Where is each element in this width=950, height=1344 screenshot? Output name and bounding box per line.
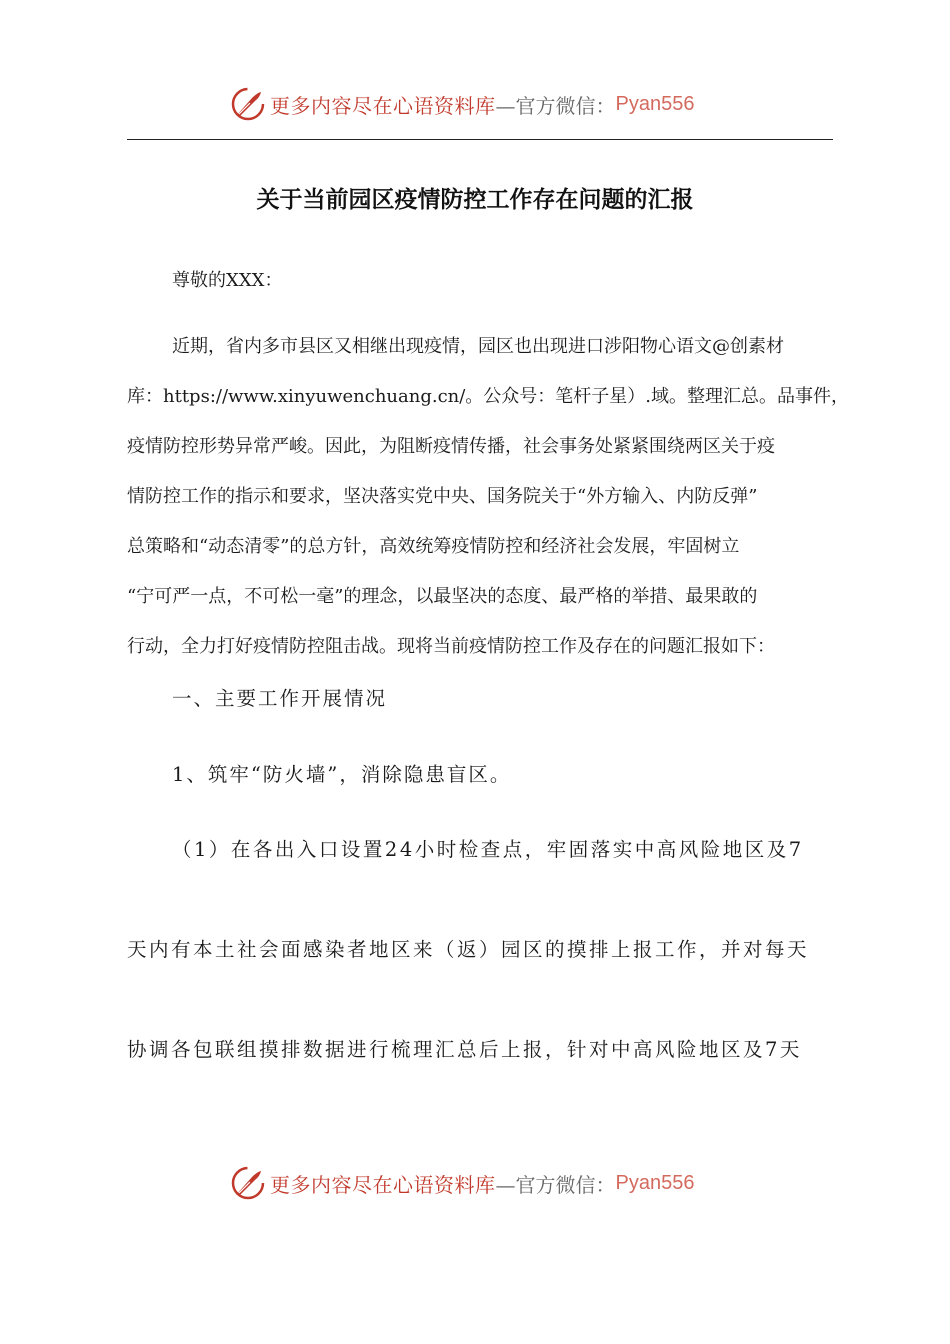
quill-logo-icon bbox=[230, 1165, 266, 1201]
header-brand-text: 更多内容尽在心语资料库 bbox=[270, 93, 496, 118]
detail-line: （1）在各出入口设置24小时检查点，牢固落实中高风险地区及7 bbox=[172, 838, 804, 861]
intro-line: 疫情防控形势异常严峻。因此，为阻断疫情传播，社会事务处紧紧围绕两区关于疫 bbox=[127, 436, 775, 457]
subsection-heading: 1、筑牢“防火墙”，消除隐患盲区。 bbox=[172, 763, 512, 786]
detail-line: 协调各包联组摸排数据进行梳理汇总后上报，针对中高风险地区及7天 bbox=[127, 1038, 802, 1061]
footer-banner bbox=[230, 1163, 694, 1203]
intro-line: 库：https://www.xinyuwenchuang.cn/。公众号：笔杆子星）.域。整理汇总。品事件， bbox=[127, 386, 850, 407]
section-heading: 一、主要工作开展情况 bbox=[172, 687, 388, 710]
footer-wechat-id: Pyan556 bbox=[615, 1171, 695, 1194]
intro-paragraph bbox=[127, 322, 850, 672]
header-wechat-id: Pyan556 bbox=[615, 92, 695, 115]
intro-line: 行动，全力打好疫情防控阻击战。现将当前疫情防控工作及存在的问题汇报如下： bbox=[127, 636, 775, 657]
header-tail-text: —官方微信： bbox=[495, 93, 616, 118]
header-divider bbox=[127, 139, 833, 140]
intro-line: “宁可严一点，不可松一毫”的理念，以最坚决的态度、最严格的举措、最果敢的 bbox=[127, 586, 758, 607]
footer-tail-text: —官方微信： bbox=[495, 1172, 616, 1197]
footer-brand-text: 更多内容尽在心语资料库 bbox=[270, 1172, 496, 1197]
document-title: 关于当前园区疫情防控工作存在问题的汇报 bbox=[256, 187, 694, 213]
salutation: 尊敬的XXX： bbox=[172, 270, 283, 291]
quill-logo-icon bbox=[230, 86, 266, 122]
intro-line: 总策略和“动态清零”的总方针，高效统筹疫情防控和经济社会发展，牢固树立 bbox=[127, 536, 740, 557]
detail-line: 天内有本土社会面感染者地区来（返）园区的摸排上报工作，并对每天 bbox=[127, 938, 810, 961]
intro-line: 情防控工作的指示和要求，坚决落实党中央、国务院关于“外方输入、内防反弹” bbox=[127, 486, 758, 507]
header-banner bbox=[230, 84, 694, 124]
intro-line: 近期，省内多市县区又相继出现疫情，园区也出现进口涉阳物心语文@创素材 bbox=[172, 336, 784, 357]
